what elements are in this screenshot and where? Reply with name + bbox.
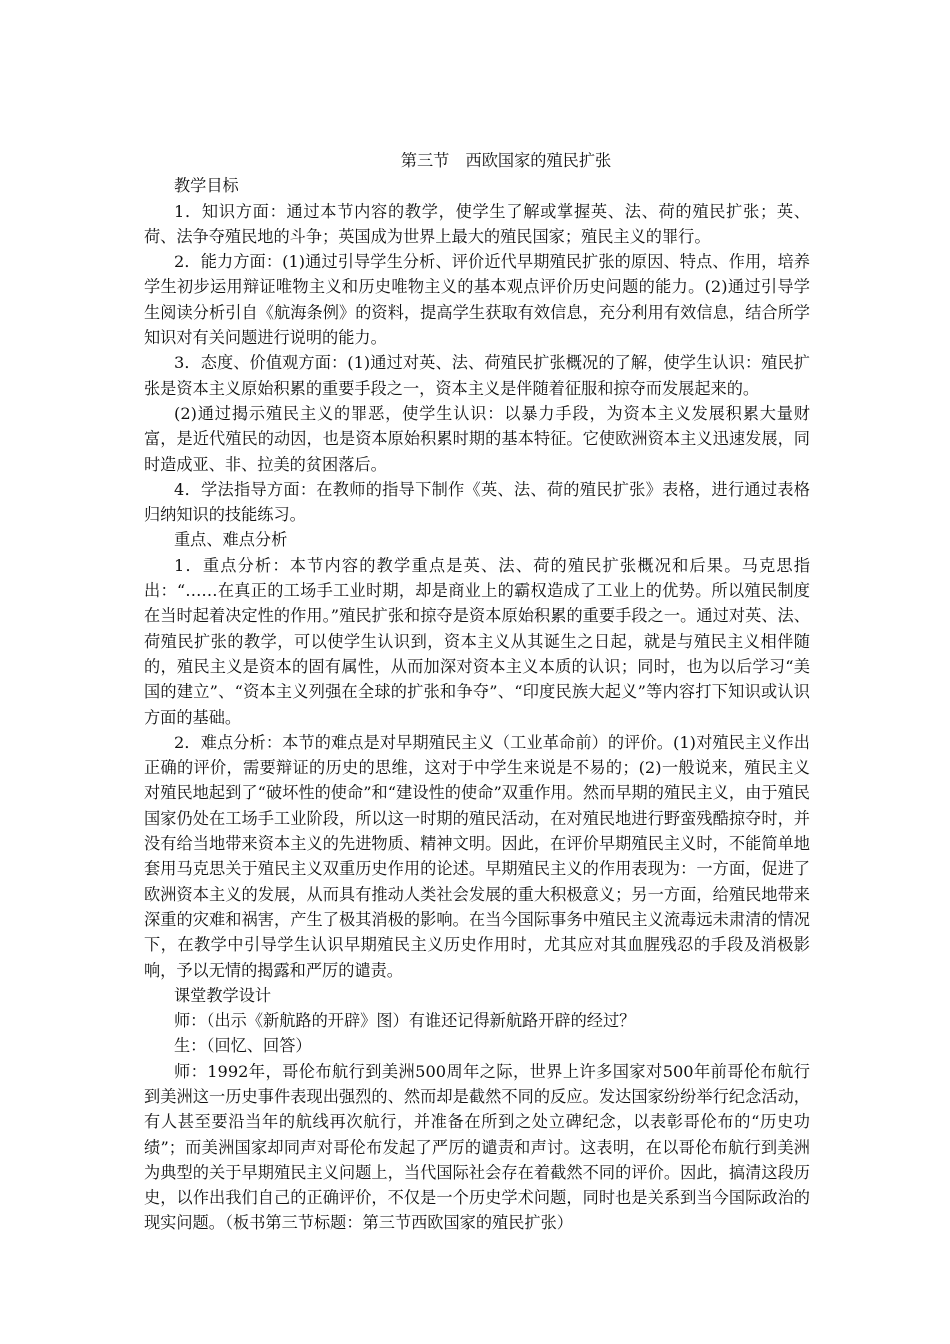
- section-heading-lesson-design: 课堂教学设计: [174, 985, 272, 1005]
- paragraph-knowledge: 1．知识方面：通过本节内容的教学，使学生了解或掌握英、法、荷的殖民扩张；英、荷、法争夺殖民地的斗争；英国成为世界上最大的殖民国家；殖民主义的罪行。: [144, 201, 810, 246]
- paragraph-difficulty-analysis: 2．难点分析：本节的难点是对早期殖民主义（工业革命前）的评价。(1)对殖民主义作出正确的评价，需要辩证的历史的思维，这对于中学生来说是不易的；(2)一般说来，殖民主义对殖民地起到了“破坏性的使命”和“建设性的使命”双重作用。然而早期的殖民主义，由于殖民国家仍处在工场手工业阶段，所以这一时期的殖民活动，在对殖民地进行野蛮残酷掠夺时，并没有给当地带来资本主义的先进物质、精神文明。因此，在评价早期殖民主义时，不能简单地套用马克思关于殖民主义双重历史作用的论述。早期殖民主义的作用表现为：一方面，促进了欧洲资本主义的发展，从而具有推动人类社会发展的重大积极意义；另一方面，给殖民地带来深重的灾难和祸害，产生了极其消极的影响。在当今国际事务中殖民主义流毒远未肃清的情况下，在教学中引导学生认识早期殖民主义历史作用时，尤其应对其血腥残忍的手段及消极影响，予以无情的揭露和严厉的谴责。: [144, 732, 810, 980]
- paragraph-attitude: 3．态度、价值观方面：(1)通过对英、法、荷殖民扩张概况的了解，使学生认识：殖民扩张是资本主义原始积累的重要手段之一，资本主义是伴随着征服和掠夺而发展起来的。: [144, 353, 810, 398]
- paragraph-teacher-narration: 师：1992年，哥伦布航行到美洲500周年之际，世界上许多国家对500年前哥伦布航行到美洲这一历史事件表现出强烈的、然而却是截然不同的反应。发达国家纷纷举行纪念活动，有人甚至要沿当年的航线再次航行，并准备在所到之处立碑纪念，以表彰哥伦布的“历史功绩”；而美洲国家却同声对哥伦布发起了严厉的谴责和声讨。这表明，在以哥伦布航行到美洲为典型的关于早期殖民主义问题上，当代国际社会存在着截然不同的评价。因此，搞清这段历史，以作出我们自己的正确评价，不仅是一个历史学术问题，同时也是关系到当今国际政治的现实问题。（板书第三节标题：第三节西欧国家的殖民扩张）: [144, 1061, 810, 1233]
- paragraph-attitude-2: (2)通过揭示殖民主义的罪恶，使学生认识：以暴力手段，为资本主义发展积累大量财富，是近代殖民的动因，也是资本原始积累时期的基本特征。它使欧洲资本主义迅速发展，同时造成亚、非、拉美的贫困落后。: [144, 403, 810, 474]
- paragraph-ability: 2．能力方面：(1)通过引导学生分析、评价近代早期殖民扩张的原因、特点、作用，培养学生初步运用辩证唯物主义和历史唯物主义的基本观点评价历史问题的能力。(2)通过引导学生阅读分析引自《航海条例》的资料，提高学生获取有效信息，充分利用有效信息，结合所学知识对有关问题进行说明的能力。: [144, 252, 810, 348]
- document-body: [144, 148, 810, 1236]
- section-heading-objectives: 教学目标: [174, 176, 239, 196]
- paragraph-student-answer: 生：（回忆、回答）: [174, 1036, 312, 1056]
- paragraph-method: 4．学法指导方面：在教师的指导下制作《英、法、荷的殖民扩张》表格，进行通过表格归纳知识的技能练习。: [144, 479, 810, 525]
- page-title: 第三节 西欧国家的殖民扩张: [400, 151, 612, 170]
- paragraph-teacher-question: 师：（出示《新航路的开辟》图）有谁还记得新航路开辟的经过？: [174, 1011, 636, 1031]
- paragraph-key-analysis: 1．重点分析：本节内容的教学重点是英、法、荷的殖民扩张概况和后果。马克思指出：“……在真正的工场手工业时期，却是商业上的霸权造成了工业上的优势。所以殖民制度在当时起着决定性的作用。”殖民扩张和掠夺是资本原始积累的重要手段之一。通过对英、法、荷殖民扩张的教学，可以使学生认识到，资本主义从其诞生之日起，就是与殖民主义相伴随的，殖民主义是资本的固有属性，从而加深对资本主义本质的认识；同时，也为以后学习“美国的建立”、“资本主义列强在全球的扩张和争夺”、“印度民族大起义”等内容打下知识或认识方面的基础。: [144, 555, 810, 727]
- section-heading-key-points: 重点、难点分析: [174, 530, 288, 550]
